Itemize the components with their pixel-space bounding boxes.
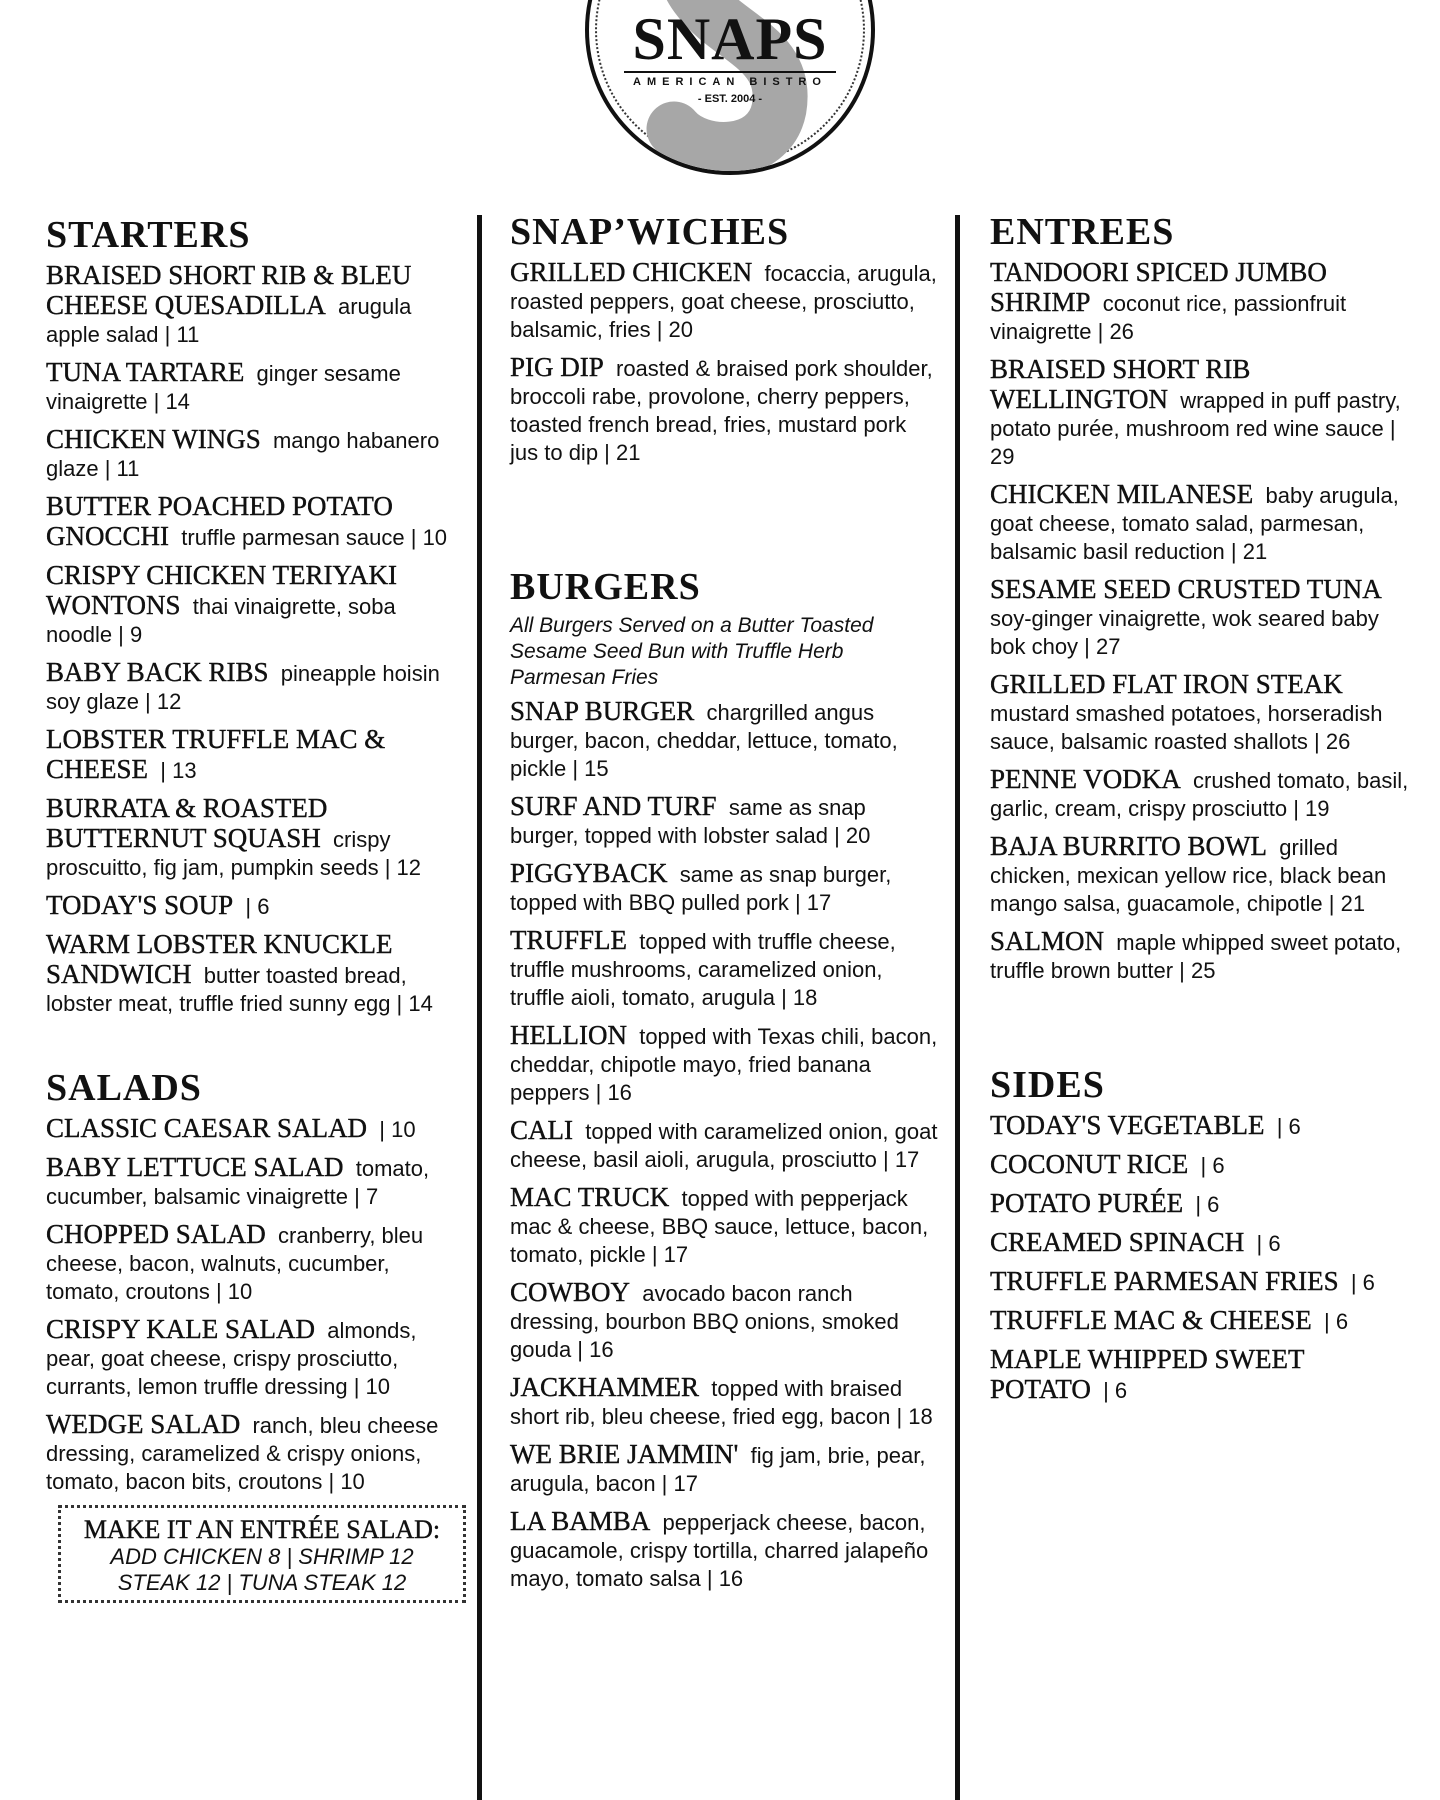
- item-name: CALI: [510, 1114, 573, 1145]
- item-name: CRISPY KALE SALAD: [46, 1313, 316, 1344]
- menu-item: [990, 832, 1410, 918]
- menu-item: [46, 725, 466, 785]
- section-burgers: [510, 567, 940, 1593]
- menu-item: [990, 927, 1410, 985]
- item-description: arugula apple salad | 11: [46, 293, 412, 347]
- menu-item: [990, 258, 1410, 346]
- column-divider: [477, 215, 482, 1800]
- section-starters: [46, 215, 466, 1018]
- entree-box-line: STEAK 12 | TUNA STEAK 12: [117, 1570, 407, 1596]
- middle-column: [510, 212, 940, 1643]
- item-description: roasted & braised pork shoulder, broccoli rabe, provolone, cherry peppers, toasted french bread, fries, mustard pork jus to dip | 21: [510, 355, 933, 465]
- menu-item: [510, 1183, 940, 1269]
- item-description: mustard smashed potatoes, horseradish sauce, balsamic roasted shallots | 26: [990, 700, 1383, 754]
- item-description: topped with truffle cheese, truffle mushrooms, caramelized onion, truffle aioli, tomato, arugula | 18: [510, 928, 896, 1010]
- item-name: POTATO PURÉE: [990, 1187, 1184, 1218]
- item-name: WE BRIE JAMMIN': [510, 1438, 739, 1469]
- menu-item: [46, 658, 466, 716]
- menu-item: [510, 1021, 940, 1107]
- menu-item: [510, 1507, 940, 1593]
- item-description: | 6: [1256, 1230, 1281, 1256]
- menu-item: [990, 1267, 1410, 1297]
- item-name: PENNE VODKA: [990, 763, 1181, 794]
- menu-item: [46, 794, 466, 882]
- menu-item: [990, 1111, 1410, 1141]
- item-description: crushed tomato, basil, garlic, cream, crispy prosciutto | 19: [990, 767, 1409, 821]
- item-description: pineapple hoisin soy glaze | 12: [46, 660, 440, 714]
- menu-item: [46, 1220, 466, 1306]
- item-description: ranch, bleu cheese dressing, caramelized & crispy onions, tomato, bacon bits, croutons | 10: [46, 1412, 439, 1494]
- menu-item: [46, 930, 466, 1018]
- item-description: grilled chicken, mexican yellow rice, black bean mango salsa, guacamole, chipotle | 21: [990, 834, 1387, 916]
- section-title: STARTERS: [46, 214, 251, 256]
- snaps-logo: [585, 0, 875, 175]
- item-description: chargrilled angus burger, bacon, cheddar, lettuce, tomato, pickle | 15: [510, 699, 898, 781]
- item-name: CREAMED SPINACH: [990, 1226, 1245, 1257]
- menu-item: [990, 575, 1410, 661]
- item-name: BAJA BURRITO BOWL: [990, 830, 1268, 861]
- section-note: All Burgers Served on a Butter Toasted Sesame Seed Bun with Truffle Herb Parmesan Fries: [510, 613, 874, 689]
- menu-item: [510, 1278, 940, 1364]
- item-name: BRAISED SHORT RIB & BLEU CHEESE QUESADILLA: [46, 259, 412, 320]
- item-name: CHOPPED SALAD: [46, 1218, 266, 1249]
- item-description: coconut rice, passionfruit vinaigrette | 26: [990, 290, 1347, 344]
- item-name: SNAP BURGER: [510, 695, 695, 726]
- item-name: JACKHAMMER: [510, 1371, 700, 1402]
- menu-item: [510, 1116, 940, 1174]
- item-name: TODAY'S SOUP: [46, 889, 234, 920]
- item-name: MAC TRUCK: [510, 1181, 670, 1212]
- menu-item: [990, 1306, 1410, 1336]
- item-name: LOBSTER TRUFFLE MAC & CHEESE: [46, 723, 386, 784]
- item-description: topped with caramelized onion, goat cheese, basil aioli, arugula, prosciutto | 17: [510, 1118, 938, 1172]
- item-description: focaccia, arugula, roasted peppers, goat cheese, prosciutto, balsamic, fries | 20: [510, 260, 937, 342]
- item-name: GRILLED FLAT IRON STEAK: [990, 668, 1343, 699]
- item-name: PIGGYBACK: [510, 857, 668, 888]
- item-name: TUNA TARTARE: [46, 356, 245, 387]
- menu-item: [510, 792, 940, 850]
- section-title: SIDES: [990, 1063, 1105, 1106]
- menu-item: [46, 561, 466, 649]
- item-name: PIG DIP: [510, 351, 604, 382]
- logo-name: SNAPS: [632, 6, 828, 72]
- item-name: COCONUT RICE: [990, 1148, 1189, 1179]
- item-name: GRILLED CHICKEN: [510, 256, 753, 287]
- section-sides: [990, 1065, 1410, 1405]
- left-column: [46, 215, 466, 1603]
- item-name: TRUFFLE MAC & CHEESE: [990, 1304, 1312, 1335]
- menu-item: [510, 697, 940, 783]
- item-description: butter toasted bread, lobster meat, truffle fried sunny egg | 14: [46, 962, 433, 1016]
- item-description: | 6: [1350, 1269, 1375, 1295]
- section-title: ENTREES: [990, 211, 1175, 253]
- item-name: TRUFFLE: [510, 924, 628, 955]
- item-description: topped with braised short rib, bleu cheese, fried egg, bacon | 18: [510, 1375, 933, 1429]
- item-description: cranberry, bleu cheese, bacon, walnuts, cucumber, tomato, croutons | 10: [46, 1222, 424, 1304]
- menu-item: [46, 358, 466, 416]
- item-name: SALMON: [990, 925, 1105, 956]
- entree-box-line: ADD CHICKEN 8 | SHRIMP 12: [110, 1544, 414, 1570]
- menu-item: [990, 670, 1410, 756]
- item-name: CHICKEN MILANESE: [990, 478, 1254, 509]
- item-name: MAPLE WHIPPED SWEET POTATO: [990, 1343, 1305, 1404]
- item-name: COWBOY: [510, 1276, 630, 1307]
- entree-salad-box: [58, 1505, 466, 1604]
- menu-item: [46, 261, 466, 349]
- item-description: avocado bacon ranch dressing, bourbon BBQ onions, smoked gouda | 16: [510, 1280, 899, 1362]
- item-description: fig jam, brie, pear, arugula, bacon | 17: [510, 1442, 926, 1496]
- menu-item: [46, 425, 466, 483]
- item-description: topped with Texas chili, bacon, cheddar, chipotle mayo, fried banana peppers | 16: [510, 1023, 938, 1105]
- item-description: topped with pepperjack mac & cheese, BBQ sauce, lettuce, bacon, tomato, pickle | 17: [510, 1185, 929, 1267]
- logo-est: - EST. 2004 -: [697, 93, 763, 105]
- menu-item: [990, 355, 1410, 471]
- item-description: crispy proscuitto, fig jam, pumpkin seeds | 12: [46, 826, 422, 880]
- section-snapwiches: [510, 212, 940, 467]
- item-name: WEDGE SALAD: [46, 1408, 241, 1439]
- item-name: BUTTER POACHED POTATO GNOCCHI: [46, 490, 393, 551]
- menu-item: [990, 1150, 1410, 1180]
- item-description: same as snap burger, topped with lobster salad | 20: [510, 794, 871, 848]
- section-title: SNAP’WICHES: [510, 211, 790, 253]
- item-description: same as snap burger, topped with BBQ pulled pork | 17: [510, 861, 892, 915]
- item-name: BRAISED SHORT RIB WELLINGTON: [990, 353, 1251, 414]
- section-title: BURGERS: [510, 565, 701, 608]
- item-name: TRUFFLE PARMESAN FRIES: [990, 1265, 1339, 1296]
- entree-box-title: MAKE IT AN ENTRÉE SALAD:: [83, 1514, 441, 1544]
- item-description: | 6: [1103, 1377, 1128, 1403]
- item-name: LA BAMBA: [510, 1505, 651, 1536]
- item-description: tomato, cucumber, balsamic vinaigrette | 7: [46, 1155, 430, 1209]
- item-name: TANDOORI SPICED JUMBO SHRIMP: [990, 256, 1327, 317]
- item-name: BABY BACK RIBS: [46, 656, 269, 687]
- item-description: | 10: [379, 1116, 416, 1142]
- menu-item: [46, 492, 466, 552]
- section-entrees: [990, 212, 1410, 985]
- item-description: ginger sesame vinaigrette | 14: [46, 360, 401, 414]
- item-name: BABY LETTUCE SALAD: [46, 1151, 344, 1182]
- menu-item: [46, 1410, 466, 1496]
- menu-item: [510, 258, 940, 344]
- item-name: TODAY'S VEGETABLE: [990, 1109, 1265, 1140]
- item-name: CRISPY CHICKEN TERIYAKI WONTONS: [46, 559, 398, 620]
- menu-item: [990, 765, 1410, 823]
- item-description: maple whipped sweet potato, truffle brown butter | 25: [990, 929, 1402, 983]
- item-description: wrapped in puff pastry, potato purée, mushroom red wine sauce | 29: [990, 387, 1401, 469]
- item-description: | 6: [1200, 1152, 1225, 1178]
- item-name: CLASSIC CAESAR SALAD: [46, 1112, 368, 1143]
- logo-subtitle: AMERICAN BISTRO: [633, 76, 827, 88]
- right-column: [990, 212, 1410, 1455]
- menu-item: [46, 891, 466, 921]
- item-description: | 6: [1195, 1191, 1220, 1217]
- item-description: truffle parmesan sauce | 10: [181, 524, 448, 550]
- item-description: | 6: [1324, 1308, 1349, 1334]
- item-name: SURF AND TURF: [510, 790, 717, 821]
- menu-item: [510, 1440, 940, 1498]
- menu-item: [510, 353, 940, 467]
- item-description: soy-ginger vinaigrette, wok seared baby bok choy | 27: [990, 605, 1379, 659]
- section-salads: [46, 1068, 466, 1496]
- item-description: pepperjack cheese, bacon, guacamole, crispy tortilla, charred jalapeño mayo, tomato salsa | 16: [510, 1509, 929, 1591]
- item-description: thai vinaigrette, soba noodle | 9: [46, 593, 396, 647]
- section-title: SALADS: [46, 1066, 202, 1109]
- item-name: WARM LOBSTER KNUCKLE SANDWICH: [46, 928, 393, 989]
- item-description: | 13: [160, 757, 197, 783]
- menu-item: [46, 1153, 466, 1211]
- column-divider: [955, 215, 960, 1800]
- menu-item: [46, 1315, 466, 1401]
- menu-item: [990, 480, 1410, 566]
- item-name: HELLION: [510, 1019, 627, 1050]
- item-description: | 6: [1276, 1113, 1301, 1139]
- menu-item: [990, 1189, 1410, 1219]
- item-name: CHICKEN WINGS: [46, 423, 261, 454]
- item-description: almonds, pear, goat cheese, crispy prosciutto, currants, lemon truffle dressing | 10: [46, 1317, 417, 1399]
- menu-item: [990, 1228, 1410, 1258]
- item-name: SESAME SEED CRUSTED TUNA: [990, 573, 1382, 604]
- menu-item: [46, 1114, 466, 1144]
- item-description: baby arugula, goat cheese, tomato salad, parmesan, balsamic basil reduction | 21: [990, 482, 1399, 564]
- item-name: BURRATA & ROASTED BUTTERNUT SQUASH: [46, 792, 328, 853]
- menu-item: [510, 859, 940, 917]
- item-description: mango habanero glaze | 11: [46, 427, 440, 481]
- menu-item: [510, 1373, 940, 1431]
- item-description: | 6: [245, 893, 270, 919]
- menu-item: [990, 1345, 1410, 1405]
- menu-item: [510, 926, 940, 1012]
